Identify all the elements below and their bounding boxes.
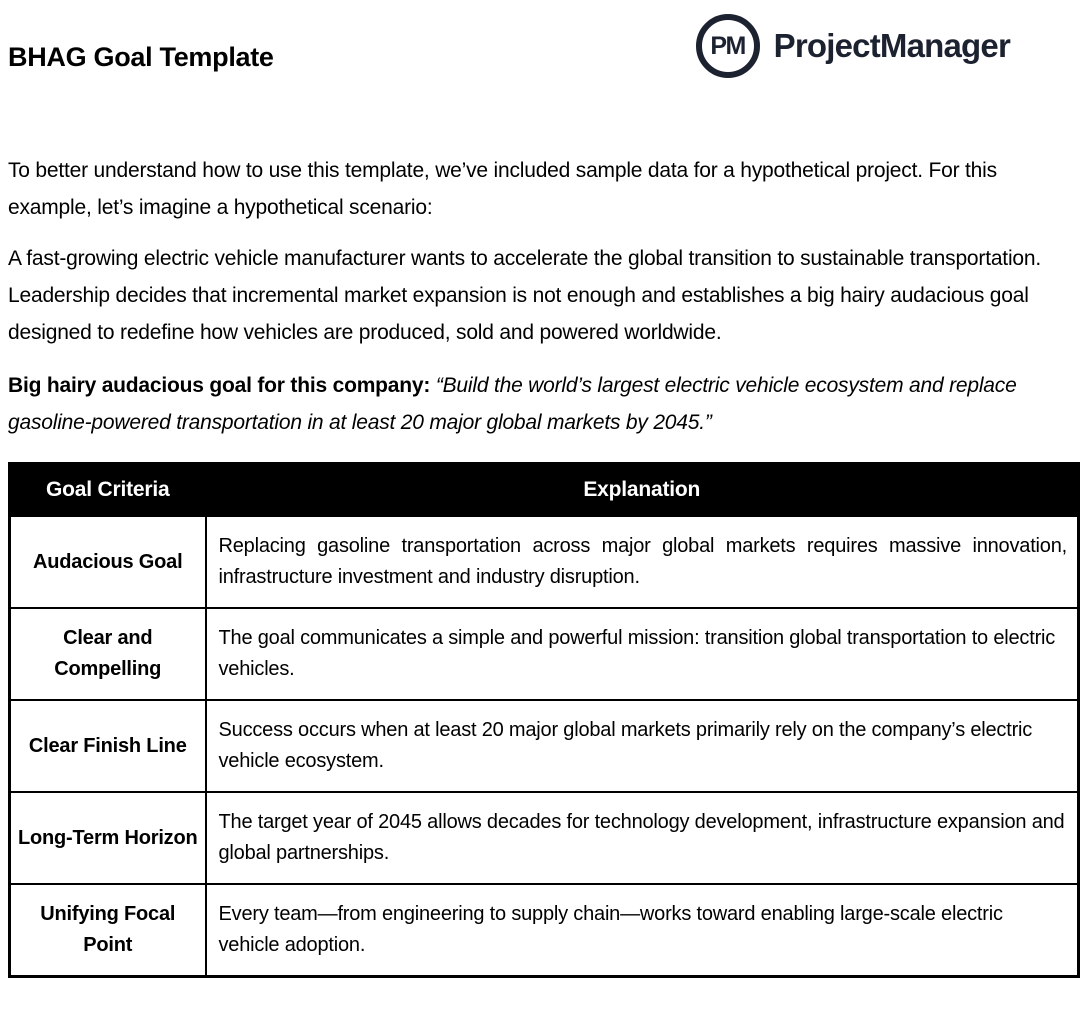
table-row <box>10 700 1079 792</box>
bhag-label: Big hairy audacious goal for this company: <box>8 374 431 397</box>
criteria-cell: Clear Finish Line <box>10 700 206 792</box>
goal-criteria-table <box>8 462 1080 978</box>
table-row <box>10 884 1079 977</box>
criteria-cell: Audacious Goal <box>10 516 206 608</box>
header-explanation: Explanation <box>206 464 1079 517</box>
page-title: BHAG Goal Template <box>8 42 274 72</box>
explanation-cell: Replacing gasoline transportation across major global markets requires massive innovation, infrastructure investment and industry disruption. <box>206 516 1079 608</box>
header-goal-criteria: Goal Criteria <box>10 464 206 517</box>
document-header <box>8 0 1080 128</box>
intro-paragraph: To better understand how to use this template, we’ve included sample data for a hypothetical project. For this example, let’s imagine a hypothetical scenario: <box>8 159 997 219</box>
brand-logo <box>696 14 1010 78</box>
table-row <box>10 792 1079 884</box>
explanation-cell: Every team—from engineering to supply chain—works toward enabling large-scale electric vehicle adoption. <box>206 884 1079 977</box>
criteria-cell: Unifying Focal Point <box>10 884 206 977</box>
explanation-cell: Success occurs when at least 20 major global markets primarily rely on the company’s electric vehicle ecosystem. <box>206 700 1079 792</box>
bhag-statement <box>8 367 1066 441</box>
pm-monogram-icon: PM <box>696 14 760 78</box>
scenario-paragraph: A fast-growing electric vehicle manufacturer wants to accelerate the global transition to sustainable transportation. Leadership decides that incremental market expansion is not enough and establishes a big hairy audacious goal designed to redefine how vehicles are produced, sold and powered worldwide. <box>8 247 1041 344</box>
table-header-row <box>10 464 1079 517</box>
bhag-quote: “Build the world’s largest electric vehicle ecosystem and replace gasoline-powered transportation in at least 20 major global markets by 2045.” <box>8 374 1017 434</box>
explanation-cell: The target year of 2045 allows decades for technology development, infrastructure expansion and global partnerships. <box>206 792 1079 884</box>
table-row <box>10 516 1079 608</box>
brand-name: ProjectManager <box>773 27 1010 64</box>
criteria-cell: Clear and Compelling <box>10 608 206 700</box>
table-row <box>10 608 1079 700</box>
criteria-cell: Long-Term Horizon <box>10 792 206 884</box>
explanation-cell: The goal communicates a simple and powerful mission: transition global transportation to electric vehicles. <box>206 608 1079 700</box>
